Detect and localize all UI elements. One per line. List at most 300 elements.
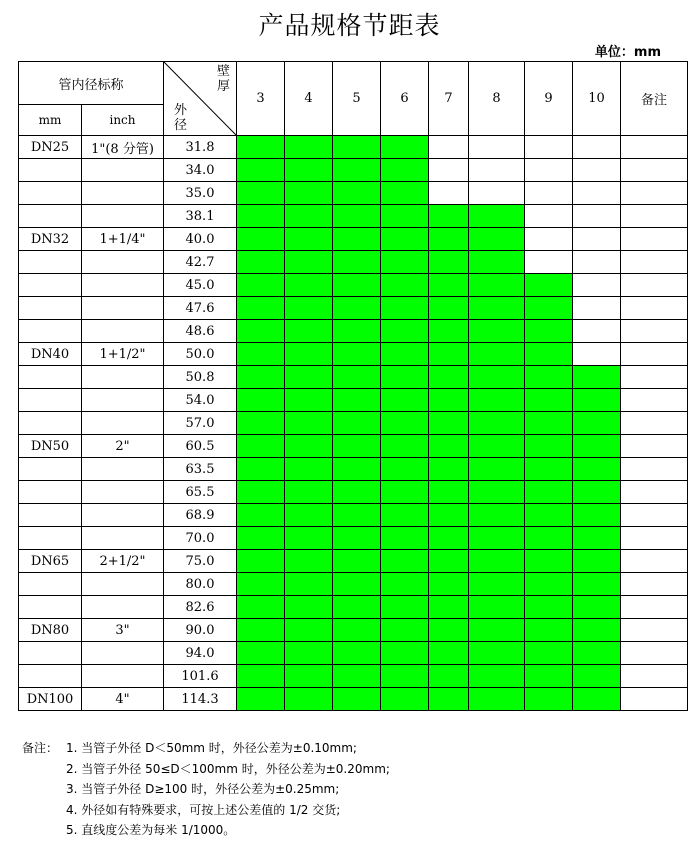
od-cell: 47.6	[164, 297, 237, 320]
remark-cell	[621, 412, 688, 435]
remark-cell	[621, 366, 688, 389]
availability-cell	[237, 182, 285, 205]
availability-cell	[285, 159, 333, 182]
table-row	[19, 136, 688, 159]
availability-cell	[525, 527, 573, 550]
table-row	[19, 596, 688, 619]
availability-cell	[429, 320, 469, 343]
availability-cell	[469, 688, 525, 711]
availability-cell	[237, 481, 285, 504]
availability-cell	[285, 527, 333, 550]
dn-cell	[19, 527, 82, 550]
availability-cell	[525, 297, 573, 320]
availability-cell	[429, 481, 469, 504]
availability-cell	[573, 412, 621, 435]
page-title: 产品规格节距表	[258, 11, 441, 40]
dn-cell	[19, 274, 82, 297]
inch-cell: 4"	[82, 688, 164, 711]
availability-cell	[469, 527, 525, 550]
table-row	[19, 435, 688, 458]
dn-cell	[19, 320, 82, 343]
inch-cell: 1"(8 分管)	[82, 136, 164, 159]
availability-cell	[469, 297, 525, 320]
availability-cell	[333, 228, 381, 251]
table-row	[19, 320, 688, 343]
remark-cell	[621, 458, 688, 481]
od-cell: 101.6	[164, 665, 237, 688]
availability-cell	[573, 619, 621, 642]
availability-cell	[381, 642, 429, 665]
availability-cell	[429, 297, 469, 320]
dn-cell: DN25	[19, 136, 82, 159]
availability-cell	[333, 389, 381, 412]
inch-cell	[82, 205, 164, 228]
od-cell: 80.0	[164, 573, 237, 596]
availability-cell	[469, 159, 525, 182]
dn-cell	[19, 665, 82, 688]
availability-cell	[525, 366, 573, 389]
availability-cell	[381, 596, 429, 619]
availability-cell	[285, 665, 333, 688]
availability-cell	[285, 228, 333, 251]
availability-cell	[285, 297, 333, 320]
availability-cell	[381, 458, 429, 481]
table-row	[19, 458, 688, 481]
dn-cell	[19, 389, 82, 412]
availability-cell	[333, 136, 381, 159]
availability-cell	[573, 343, 621, 366]
availability-cell	[237, 550, 285, 573]
od-cell: 50.8	[164, 366, 237, 389]
inch-cell	[82, 527, 164, 550]
availability-cell	[525, 458, 573, 481]
note-item: 3. 当管子外径 D≥100 时，外径公差为±0.25mm;	[66, 782, 340, 796]
availability-cell	[285, 343, 333, 366]
table-row	[19, 573, 688, 596]
od-cell: 57.0	[164, 412, 237, 435]
availability-cell	[429, 136, 469, 159]
dn-cell	[19, 182, 82, 205]
od-cell: 54.0	[164, 389, 237, 412]
remark-cell	[621, 504, 688, 527]
table-row	[19, 619, 688, 642]
availability-cell	[237, 619, 285, 642]
od-cell: 31.8	[164, 136, 237, 159]
availability-cell	[381, 619, 429, 642]
availability-cell	[573, 136, 621, 159]
availability-cell	[525, 435, 573, 458]
availability-cell	[237, 205, 285, 228]
inch-cell	[82, 642, 164, 665]
remark-cell	[621, 136, 688, 159]
availability-cell	[573, 573, 621, 596]
availability-cell	[333, 596, 381, 619]
availability-cell	[285, 412, 333, 435]
od-cell: 75.0	[164, 550, 237, 573]
availability-cell	[333, 182, 381, 205]
remark-header: 备注	[621, 62, 688, 136]
table-row	[19, 366, 688, 389]
availability-cell	[381, 205, 429, 228]
spec-table-body	[19, 136, 688, 711]
availability-cell	[381, 389, 429, 412]
availability-cell	[381, 573, 429, 596]
availability-cell	[237, 504, 285, 527]
availability-cell	[237, 527, 285, 550]
availability-cell	[573, 205, 621, 228]
dn-cell	[19, 481, 82, 504]
availability-cell	[381, 297, 429, 320]
availability-cell	[381, 481, 429, 504]
dn-cell: DN40	[19, 343, 82, 366]
availability-cell	[333, 412, 381, 435]
availability-cell	[525, 182, 573, 205]
mm-header: mm	[19, 105, 82, 136]
availability-cell	[381, 320, 429, 343]
remark-cell	[621, 435, 688, 458]
inch-cell	[82, 320, 164, 343]
availability-cell	[573, 182, 621, 205]
availability-cell	[237, 366, 285, 389]
availability-cell	[469, 550, 525, 573]
availability-cell	[525, 688, 573, 711]
dn-cell	[19, 297, 82, 320]
remark-cell	[621, 389, 688, 412]
availability-cell	[333, 297, 381, 320]
availability-cell	[429, 550, 469, 573]
availability-cell	[285, 251, 333, 274]
od-cell: 42.7	[164, 251, 237, 274]
availability-cell	[525, 159, 573, 182]
availability-cell	[573, 366, 621, 389]
availability-cell	[333, 205, 381, 228]
dn-cell	[19, 458, 82, 481]
availability-cell	[573, 320, 621, 343]
availability-cell	[429, 458, 469, 481]
inch-cell	[82, 412, 164, 435]
dn-cell: DN80	[19, 619, 82, 642]
availability-cell	[237, 251, 285, 274]
dn-cell	[19, 504, 82, 527]
availability-cell	[573, 297, 621, 320]
availability-cell	[525, 136, 573, 159]
dn-cell: DN32	[19, 228, 82, 251]
dn-cell	[19, 251, 82, 274]
remark-cell	[621, 642, 688, 665]
od-cell: 68.9	[164, 504, 237, 527]
availability-cell	[333, 665, 381, 688]
availability-cell	[237, 688, 285, 711]
availability-cell	[469, 320, 525, 343]
availability-cell	[285, 205, 333, 228]
remark-cell	[621, 573, 688, 596]
nominal-size-header: 管内径标称	[19, 62, 164, 105]
availability-cell	[469, 619, 525, 642]
availability-cell	[237, 642, 285, 665]
availability-cell	[237, 665, 285, 688]
availability-cell	[237, 228, 285, 251]
availability-cell	[525, 481, 573, 504]
availability-cell	[469, 504, 525, 527]
availability-cell	[469, 251, 525, 274]
inch-cell	[82, 596, 164, 619]
availability-cell	[429, 596, 469, 619]
availability-cell	[429, 274, 469, 297]
dn-cell	[19, 642, 82, 665]
outer-diameter-label: 外 径	[174, 103, 188, 133]
availability-cell	[237, 159, 285, 182]
availability-cell	[469, 665, 525, 688]
wall-col-5: 5	[333, 62, 381, 136]
inch-cell	[82, 274, 164, 297]
availability-cell	[285, 596, 333, 619]
table-row	[19, 228, 688, 251]
inch-cell	[82, 251, 164, 274]
inch-cell	[82, 389, 164, 412]
availability-cell	[333, 573, 381, 596]
availability-cell	[469, 343, 525, 366]
table-row	[19, 205, 688, 228]
availability-cell	[237, 596, 285, 619]
availability-cell	[381, 688, 429, 711]
dn-cell	[19, 573, 82, 596]
dn-cell: DN100	[19, 688, 82, 711]
availability-cell	[429, 665, 469, 688]
inch-cell	[82, 458, 164, 481]
remark-cell	[621, 550, 688, 573]
availability-cell	[285, 550, 333, 573]
availability-cell	[333, 504, 381, 527]
availability-cell	[573, 481, 621, 504]
dn-cell	[19, 596, 82, 619]
wall-thickness-label: 壁 厚	[216, 64, 230, 94]
inch-cell	[82, 159, 164, 182]
availability-cell	[469, 205, 525, 228]
availability-cell	[525, 550, 573, 573]
availability-cell	[573, 435, 621, 458]
availability-cell	[381, 159, 429, 182]
wall-col-4: 4	[285, 62, 333, 136]
availability-cell	[525, 504, 573, 527]
table-row	[19, 412, 688, 435]
availability-cell	[429, 366, 469, 389]
unit-label: 单位：mm	[594, 45, 661, 60]
availability-cell	[469, 458, 525, 481]
availability-cell	[429, 504, 469, 527]
availability-cell	[525, 205, 573, 228]
dn-cell: DN65	[19, 550, 82, 573]
availability-cell	[525, 642, 573, 665]
availability-cell	[333, 251, 381, 274]
availability-cell	[333, 274, 381, 297]
od-cell: 82.6	[164, 596, 237, 619]
inch-cell: 2"	[82, 435, 164, 458]
inch-cell	[82, 573, 164, 596]
remark-cell	[621, 619, 688, 642]
availability-cell	[573, 642, 621, 665]
availability-cell	[381, 504, 429, 527]
inch-cell	[82, 504, 164, 527]
od-cell: 94.0	[164, 642, 237, 665]
availability-cell	[525, 228, 573, 251]
availability-cell	[237, 274, 285, 297]
availability-cell	[381, 136, 429, 159]
availability-cell	[525, 251, 573, 274]
table-row	[19, 481, 688, 504]
table-row	[19, 504, 688, 527]
table-row	[19, 527, 688, 550]
availability-cell	[469, 182, 525, 205]
availability-cell	[381, 435, 429, 458]
table-row	[19, 182, 688, 205]
availability-cell	[381, 412, 429, 435]
availability-cell	[381, 366, 429, 389]
availability-cell	[469, 136, 525, 159]
availability-cell	[429, 573, 469, 596]
note-item: 2. 当管子外径 50≤D＜100mm 时，外径公差为±0.20mm;	[66, 761, 390, 776]
inch-cell: 1+1/4"	[82, 228, 164, 251]
dn-cell	[19, 366, 82, 389]
availability-cell	[237, 343, 285, 366]
availability-cell	[381, 665, 429, 688]
availability-cell	[469, 412, 525, 435]
availability-cell	[285, 435, 333, 458]
availability-cell	[333, 550, 381, 573]
availability-cell	[333, 320, 381, 343]
availability-cell	[469, 435, 525, 458]
remark-cell	[621, 596, 688, 619]
dn-cell	[19, 159, 82, 182]
availability-cell	[237, 435, 285, 458]
availability-cell	[525, 343, 573, 366]
availability-cell	[285, 366, 333, 389]
remark-cell	[621, 251, 688, 274]
availability-cell	[237, 136, 285, 159]
wall-col-3: 3	[237, 62, 285, 136]
availability-cell	[381, 182, 429, 205]
table-row	[19, 389, 688, 412]
availability-cell	[469, 228, 525, 251]
inch-cell	[82, 182, 164, 205]
availability-cell	[429, 619, 469, 642]
availability-cell	[573, 251, 621, 274]
od-cell: 45.0	[164, 274, 237, 297]
availability-cell	[429, 228, 469, 251]
availability-cell	[573, 389, 621, 412]
availability-cell	[573, 527, 621, 550]
availability-cell	[333, 366, 381, 389]
availability-cell	[429, 435, 469, 458]
wall-col-6: 6	[381, 62, 429, 136]
availability-cell	[525, 665, 573, 688]
note-item: 1. 当管子外径 D＜50mm 时，外径公差为±0.10mm;	[66, 741, 357, 755]
od-cell: 35.0	[164, 182, 237, 205]
availability-cell	[429, 688, 469, 711]
availability-cell	[573, 458, 621, 481]
remark-cell	[621, 527, 688, 550]
table-row	[19, 274, 688, 297]
availability-cell	[429, 642, 469, 665]
availability-cell	[525, 320, 573, 343]
table-row	[19, 688, 688, 711]
availability-cell	[333, 642, 381, 665]
remark-cell	[621, 343, 688, 366]
remark-cell	[621, 665, 688, 688]
availability-cell	[429, 159, 469, 182]
wall-col-10: 10	[573, 62, 621, 136]
availability-cell	[429, 205, 469, 228]
availability-cell	[333, 619, 381, 642]
availability-cell	[333, 159, 381, 182]
spec-table	[18, 61, 688, 711]
availability-cell	[381, 274, 429, 297]
remark-cell	[621, 320, 688, 343]
availability-cell	[573, 596, 621, 619]
availability-cell	[429, 412, 469, 435]
availability-cell	[285, 136, 333, 159]
availability-cell	[573, 688, 621, 711]
remark-cell	[621, 297, 688, 320]
inch-cell: 1+1/2"	[82, 343, 164, 366]
availability-cell	[285, 642, 333, 665]
availability-cell	[429, 182, 469, 205]
availability-cell	[285, 274, 333, 297]
dn-cell	[19, 205, 82, 228]
availability-cell	[573, 274, 621, 297]
availability-cell	[469, 642, 525, 665]
od-cell: 60.5	[164, 435, 237, 458]
availability-cell	[237, 573, 285, 596]
notes-section	[22, 738, 390, 841]
availability-cell	[469, 274, 525, 297]
availability-cell	[469, 596, 525, 619]
od-cell: 48.6	[164, 320, 237, 343]
availability-cell	[429, 251, 469, 274]
availability-cell	[333, 481, 381, 504]
availability-cell	[525, 619, 573, 642]
table-row	[19, 159, 688, 182]
availability-cell	[381, 228, 429, 251]
availability-cell	[285, 688, 333, 711]
availability-cell	[381, 343, 429, 366]
availability-cell	[333, 688, 381, 711]
availability-cell	[525, 274, 573, 297]
availability-cell	[285, 504, 333, 527]
od-cell: 90.0	[164, 619, 237, 642]
table-row	[19, 297, 688, 320]
availability-cell	[237, 297, 285, 320]
od-cell: 63.5	[164, 458, 237, 481]
od-cell: 34.0	[164, 159, 237, 182]
table-row	[19, 343, 688, 366]
remark-cell	[621, 274, 688, 297]
inch-header: inch	[82, 105, 164, 136]
availability-cell	[285, 481, 333, 504]
od-cell: 70.0	[164, 527, 237, 550]
od-cell: 50.0	[164, 343, 237, 366]
availability-cell	[573, 159, 621, 182]
wall-col-9: 9	[525, 62, 573, 136]
availability-cell	[381, 251, 429, 274]
availability-cell	[285, 320, 333, 343]
wall-col-7: 7	[429, 62, 469, 136]
availability-cell	[237, 412, 285, 435]
remark-cell	[621, 228, 688, 251]
remark-cell	[621, 481, 688, 504]
dn-cell: DN50	[19, 435, 82, 458]
availability-cell	[285, 573, 333, 596]
availability-cell	[381, 550, 429, 573]
